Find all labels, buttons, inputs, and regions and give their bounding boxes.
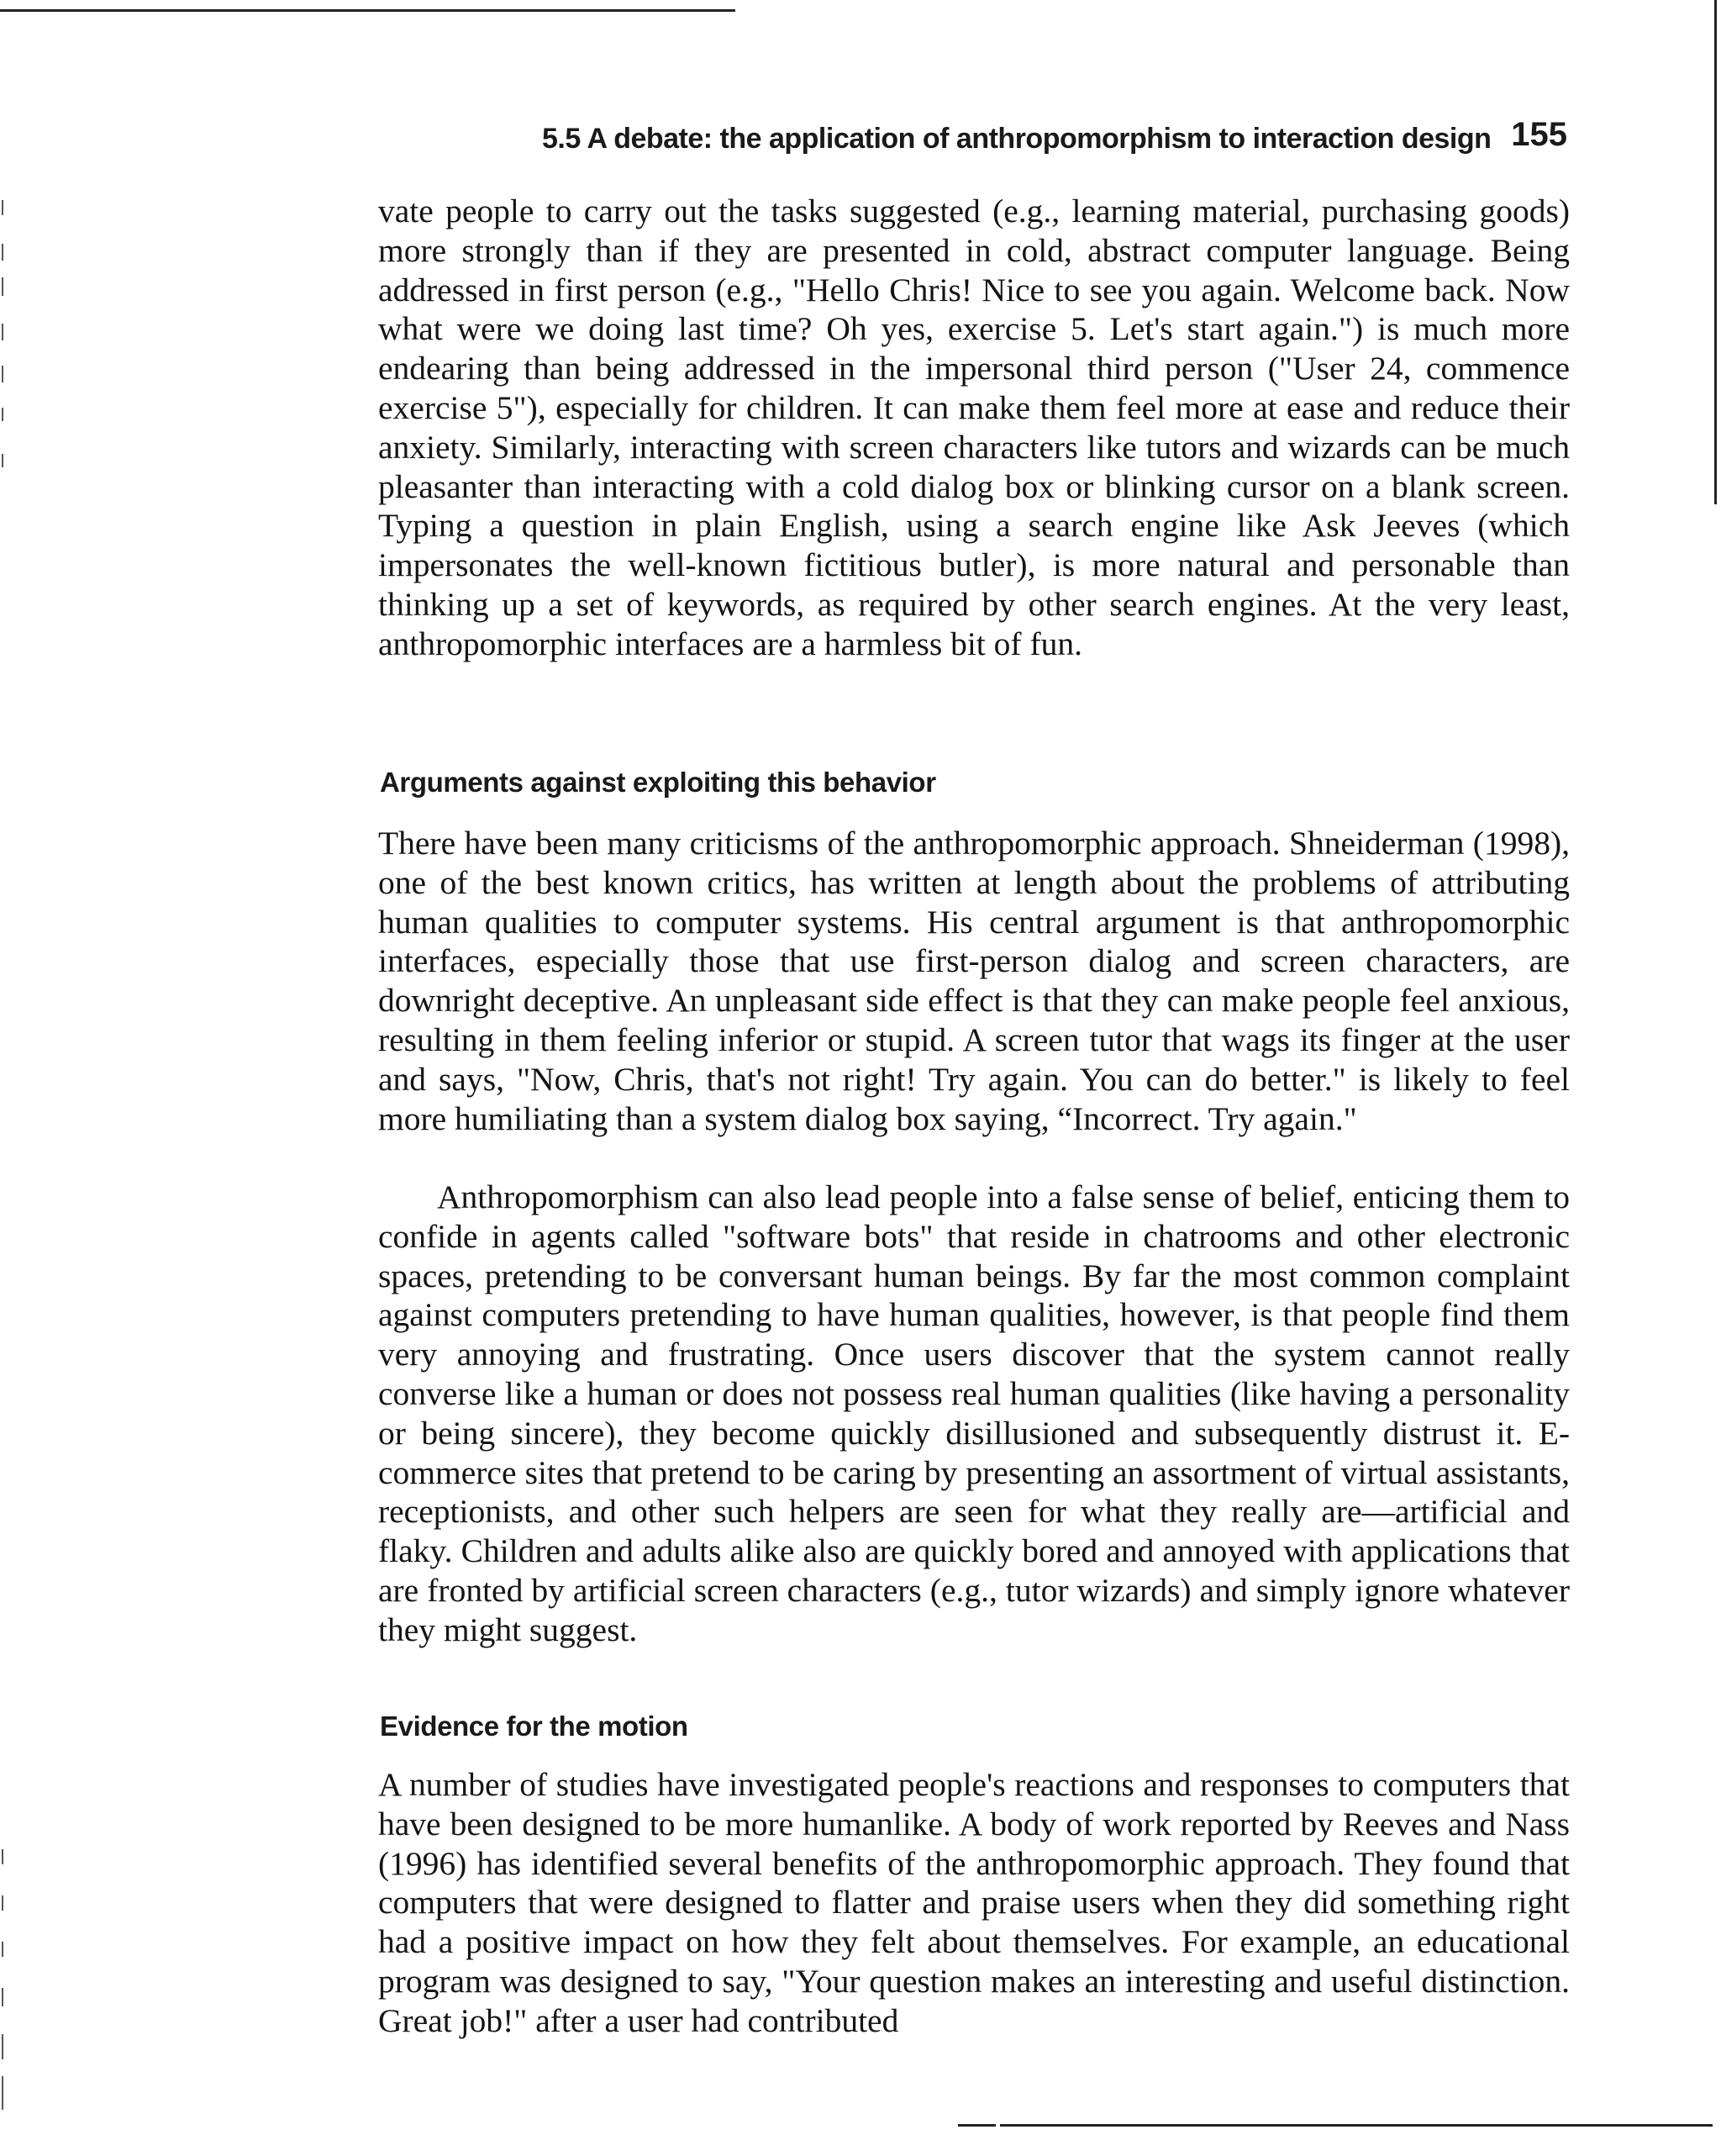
margin-mark <box>2 2034 3 2059</box>
margin-mark <box>2 1942 3 1957</box>
margin-mark <box>2 408 3 421</box>
section-heading-against: Arguments against exploiting this behavior <box>380 767 936 798</box>
section-heading-evidence: Evidence for the motion <box>380 1711 688 1742</box>
margin-mark <box>2 324 3 340</box>
margin-mark <box>2 366 3 382</box>
scan-edge-bottom <box>1000 2124 1713 2127</box>
margin-mark <box>2 1849 3 1864</box>
paragraph-evidence: A number of studies have investigated people's reactions and responses to computers that have been designed to be more humanlike. A body of work reported by Reeves and Nass (1996) has identified several benefits of the anthropomorphic approach. They found that computers that were designed to flatter and praise users when they did something right had a positive impact on how they felt about themselves. For example, an educational program was designed to say, "Your question makes an interesting and useful distinction. Great job!" after a user had contributed <box>378 1766 1570 2039</box>
margin-mark <box>2 244 3 261</box>
margin-mark <box>2 200 3 215</box>
margin-mark <box>2 454 3 467</box>
scan-edge-bottom-short <box>958 2124 996 2127</box>
margin-mark <box>2 2076 3 2110</box>
margin-mark <box>2 1988 3 2006</box>
scan-edge-right <box>1714 0 1717 504</box>
paragraph-criticisms: There have been many criticisms of the anthropomorphic approach. Shneiderman (1998), one of the best known critics, has written at length about the problems of attributing human qualities to computer systems. His central argument is that anthropomorphic interfaces, especially those that use first-person dialog and screen characters, are downright deceptive. An unpleasant side effect is that they can make people feel anxious, resulting in them feeling inferior or stupid. A screen tutor that wags its finger at the user and says, "Now, Chris, that's not right! Try again. You can do better." is likely to feel more humiliating than a system dialog box saying, “Incorrect. Try again." <box>378 825 1570 1137</box>
paragraph-continuation: vate people to carry out the tasks suggested (e.g., learning material, purchasing goods) more strongly than if they are presented in cold, abstract computer language. Being addressed in first person (e.g., "Hello Chris! Nice to see you again. Welcome back. Now what were we doing last time? Oh yes, exercise 5. Let's start again.") is much more endearing than being addressed in the impersonal third person ("User 24, commence exercise 5"), especially for children. It can make them feel more at ease and reduce their anxiety. Similarly, interacting with screen characters like tutors and wizards can be much pleasanter than interacting with a cold dialog box or blinking cursor on a blank screen. Typing a question in plain English, using a search engine like Ask Jeeves (which impersonates the well-known fictitious butler), is more natural and personable than thinking up a set of keywords, as required by other search engines. At the very least, anthropomorphic interfaces are a harmless bit of fun. <box>378 192 1570 662</box>
margin-mark <box>2 1895 3 1911</box>
paragraph-false-belief: Anthropomorphism can also lead people into a false sense of belief, enticing them to confide in agents called "software bots" that reside in chatrooms and other electronic spaces, pretending to be conversant human beings. By far the most common complaint against computers pretending to have human qualities, however, is that people find them very annoying and frustrating. Once users discover that the system cannot really converse like a human or does not possess real human qualities (like having a personality or being sincere), they become quickly disillusioned and subsequently distrust it. E-commerce sites that pretend to be caring by presenting an assortment of virtual assistants, receptionists, and other such helpers are seen for what they really are—artificial and flaky. Children and adults alike also are quickly bored and annoyed with applications that are fronted by artificial screen characters (e.g., tutor wizards) and simply ignore whatever they might suggest. <box>378 1178 1570 1648</box>
scan-edge-top <box>0 9 735 12</box>
page-number: 155 <box>1511 116 1567 153</box>
page-header <box>542 116 1567 156</box>
margin-mark <box>2 277 3 296</box>
running-head: 5.5 A debate: the application of anthropomorphism to interaction design <box>542 123 1492 155</box>
